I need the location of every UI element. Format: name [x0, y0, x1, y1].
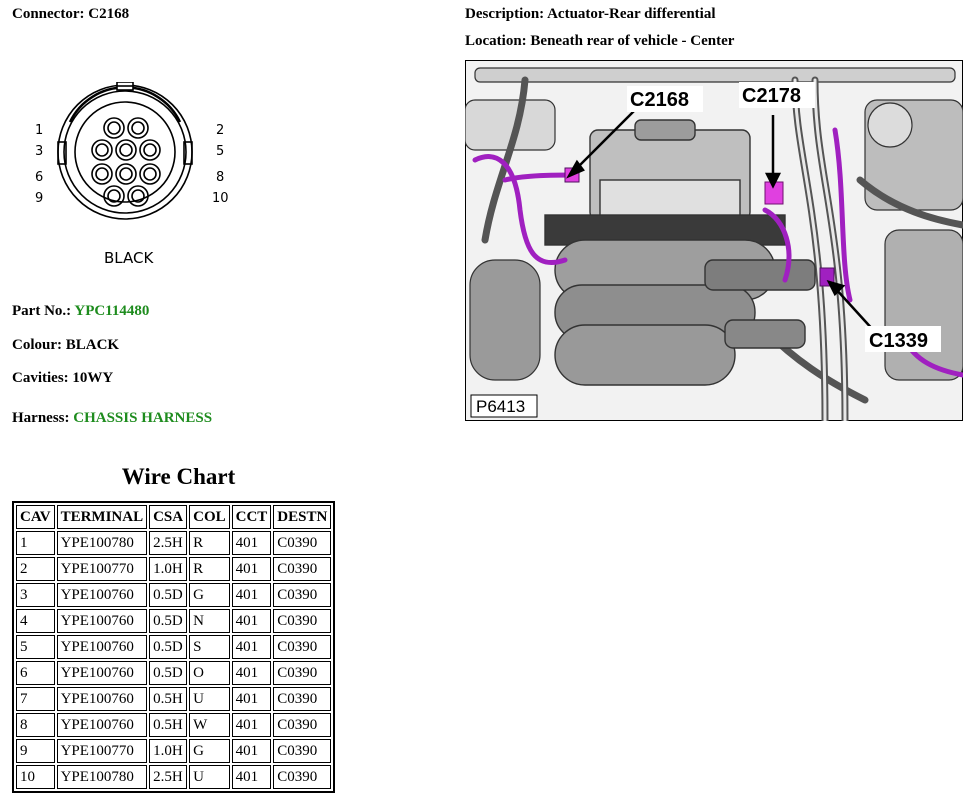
cell-cav: 6 — [16, 661, 55, 685]
cavities-value: 10WY — [72, 370, 114, 386]
cavities-label: Cavities: — [12, 370, 69, 386]
cell-terminal: YPE100760 — [57, 687, 148, 711]
colour-line — [12, 337, 119, 354]
header-cav: CAV — [16, 505, 55, 529]
cell-col: U — [189, 765, 230, 789]
cell-cav: 3 — [16, 583, 55, 607]
cell-col: G — [189, 583, 230, 607]
location-illustration — [465, 60, 963, 421]
cell-cct: 401 — [232, 557, 272, 581]
table-row — [16, 531, 331, 555]
cell-terminal: YPE100760 — [57, 713, 148, 737]
header-col: COL — [189, 505, 230, 529]
part-no-label: Part No.: — [12, 303, 72, 319]
header-cct: CCT — [232, 505, 272, 529]
cell-terminal: YPE100770 — [57, 739, 148, 763]
cell-destn: C0390 — [273, 583, 331, 607]
cell-csa: 1.0H — [149, 739, 187, 763]
cell-cct: 401 — [232, 687, 272, 711]
cavities-line — [12, 370, 113, 387]
part-no-link[interactable]: YPC114480 — [74, 303, 150, 319]
header-terminal: TERMINAL — [57, 505, 148, 529]
cell-cct: 401 — [232, 713, 272, 737]
callout-c2168: C2168 — [630, 89, 689, 111]
cell-csa: 0.5H — [149, 713, 187, 737]
cell-terminal: YPE100760 — [57, 609, 148, 633]
cell-col: R — [189, 557, 230, 581]
cell-cct: 401 — [232, 583, 272, 607]
part-no-line — [12, 303, 149, 320]
harness-line — [12, 410, 212, 427]
description-value: Actuator-Rear differential — [547, 6, 716, 22]
connector-line — [12, 6, 129, 23]
cell-col: G — [189, 739, 230, 763]
header-csa: CSA — [149, 505, 187, 529]
cell-cct: 401 — [232, 635, 272, 659]
cell-csa: 2.5H — [149, 531, 187, 555]
photo-ref: P6413 — [476, 397, 526, 416]
callout-c1339: C1339 — [869, 330, 928, 352]
cell-cav: 2 — [16, 557, 55, 581]
cell-col: R — [189, 531, 230, 555]
pin-label-3: 3 — [35, 144, 44, 159]
connector-value: C2168 — [88, 6, 130, 22]
cell-csa: 0.5D — [149, 583, 187, 607]
cell-terminal: YPE100760 — [57, 661, 148, 685]
cell-cav: 7 — [16, 687, 55, 711]
table-row — [16, 583, 331, 607]
description-label: Description: — [465, 6, 545, 22]
cell-destn: C0390 — [273, 713, 331, 737]
table-row — [16, 765, 331, 789]
location-label: Location: — [465, 33, 527, 49]
pin-label-9: 9 — [35, 191, 44, 206]
cell-destn: C0390 — [273, 687, 331, 711]
pin-label-8: 8 — [216, 170, 225, 185]
diagram-color-label: BLACK — [104, 249, 154, 267]
cell-cav: 1 — [16, 531, 55, 555]
cell-cav: 4 — [16, 609, 55, 633]
cell-csa: 0.5D — [149, 635, 187, 659]
location-line — [465, 33, 734, 50]
wire-chart-header-row — [16, 505, 331, 529]
location-value: Beneath rear of vehicle - Center — [530, 33, 735, 49]
description-line — [465, 6, 716, 23]
cell-csa: 0.5D — [149, 609, 187, 633]
table-row — [16, 609, 331, 633]
cell-cav: 10 — [16, 765, 55, 789]
pin-label-6: 6 — [35, 170, 44, 185]
table-row — [16, 687, 331, 711]
callout-c2178: C2178 — [742, 85, 801, 107]
table-row — [16, 635, 331, 659]
cell-cct: 401 — [232, 739, 272, 763]
cell-destn: C0390 — [273, 531, 331, 555]
cell-terminal: YPE100760 — [57, 635, 148, 659]
pin-label-1: 1 — [35, 123, 44, 138]
table-row — [16, 713, 331, 737]
cell-cct: 401 — [232, 765, 272, 789]
cell-terminal: YPE100780 — [57, 531, 148, 555]
pin-label-2: 2 — [216, 123, 225, 138]
cell-destn: C0390 — [273, 609, 331, 633]
cell-col: O — [189, 661, 230, 685]
cell-col: U — [189, 687, 230, 711]
harness-link[interactable]: CHASSIS HARNESS — [73, 410, 213, 426]
cell-col: W — [189, 713, 230, 737]
table-row — [16, 739, 331, 763]
connector-face-diagram — [30, 82, 240, 272]
cell-destn: C0390 — [273, 661, 331, 685]
cell-col: N — [189, 609, 230, 633]
cell-csa: 2.5H — [149, 765, 187, 789]
cell-cct: 401 — [232, 661, 272, 685]
cell-csa: 0.5D — [149, 661, 187, 685]
cell-cct: 401 — [232, 609, 272, 633]
table-row — [16, 557, 331, 581]
cell-cav: 5 — [16, 635, 55, 659]
colour-label: Colour: — [12, 337, 62, 353]
cell-cav: 8 — [16, 713, 55, 737]
pin-cavities — [92, 118, 160, 206]
cell-destn: C0390 — [273, 765, 331, 789]
connector-label: Connector: — [12, 6, 85, 22]
cell-col: S — [189, 635, 230, 659]
table-row — [16, 661, 331, 685]
cell-destn: C0390 — [273, 739, 331, 763]
wire-chart-table — [12, 501, 335, 793]
cell-terminal: YPE100780 — [57, 765, 148, 789]
cell-destn: C0390 — [273, 635, 331, 659]
colour-value: BLACK — [65, 337, 120, 353]
cell-terminal: YPE100770 — [57, 557, 148, 581]
cell-destn: C0390 — [273, 557, 331, 581]
cell-csa: 1.0H — [149, 557, 187, 581]
pin-label-10: 10 — [212, 191, 229, 206]
cell-cct: 401 — [232, 531, 272, 555]
cell-terminal: YPE100760 — [57, 583, 148, 607]
cell-cav: 9 — [16, 739, 55, 763]
pin-label-5: 5 — [216, 144, 225, 159]
wire-chart-title: Wire Chart — [121, 464, 236, 489]
cell-csa: 0.5H — [149, 687, 187, 711]
harness-label: Harness: — [12, 410, 70, 426]
header-destn: DESTN — [273, 505, 331, 529]
